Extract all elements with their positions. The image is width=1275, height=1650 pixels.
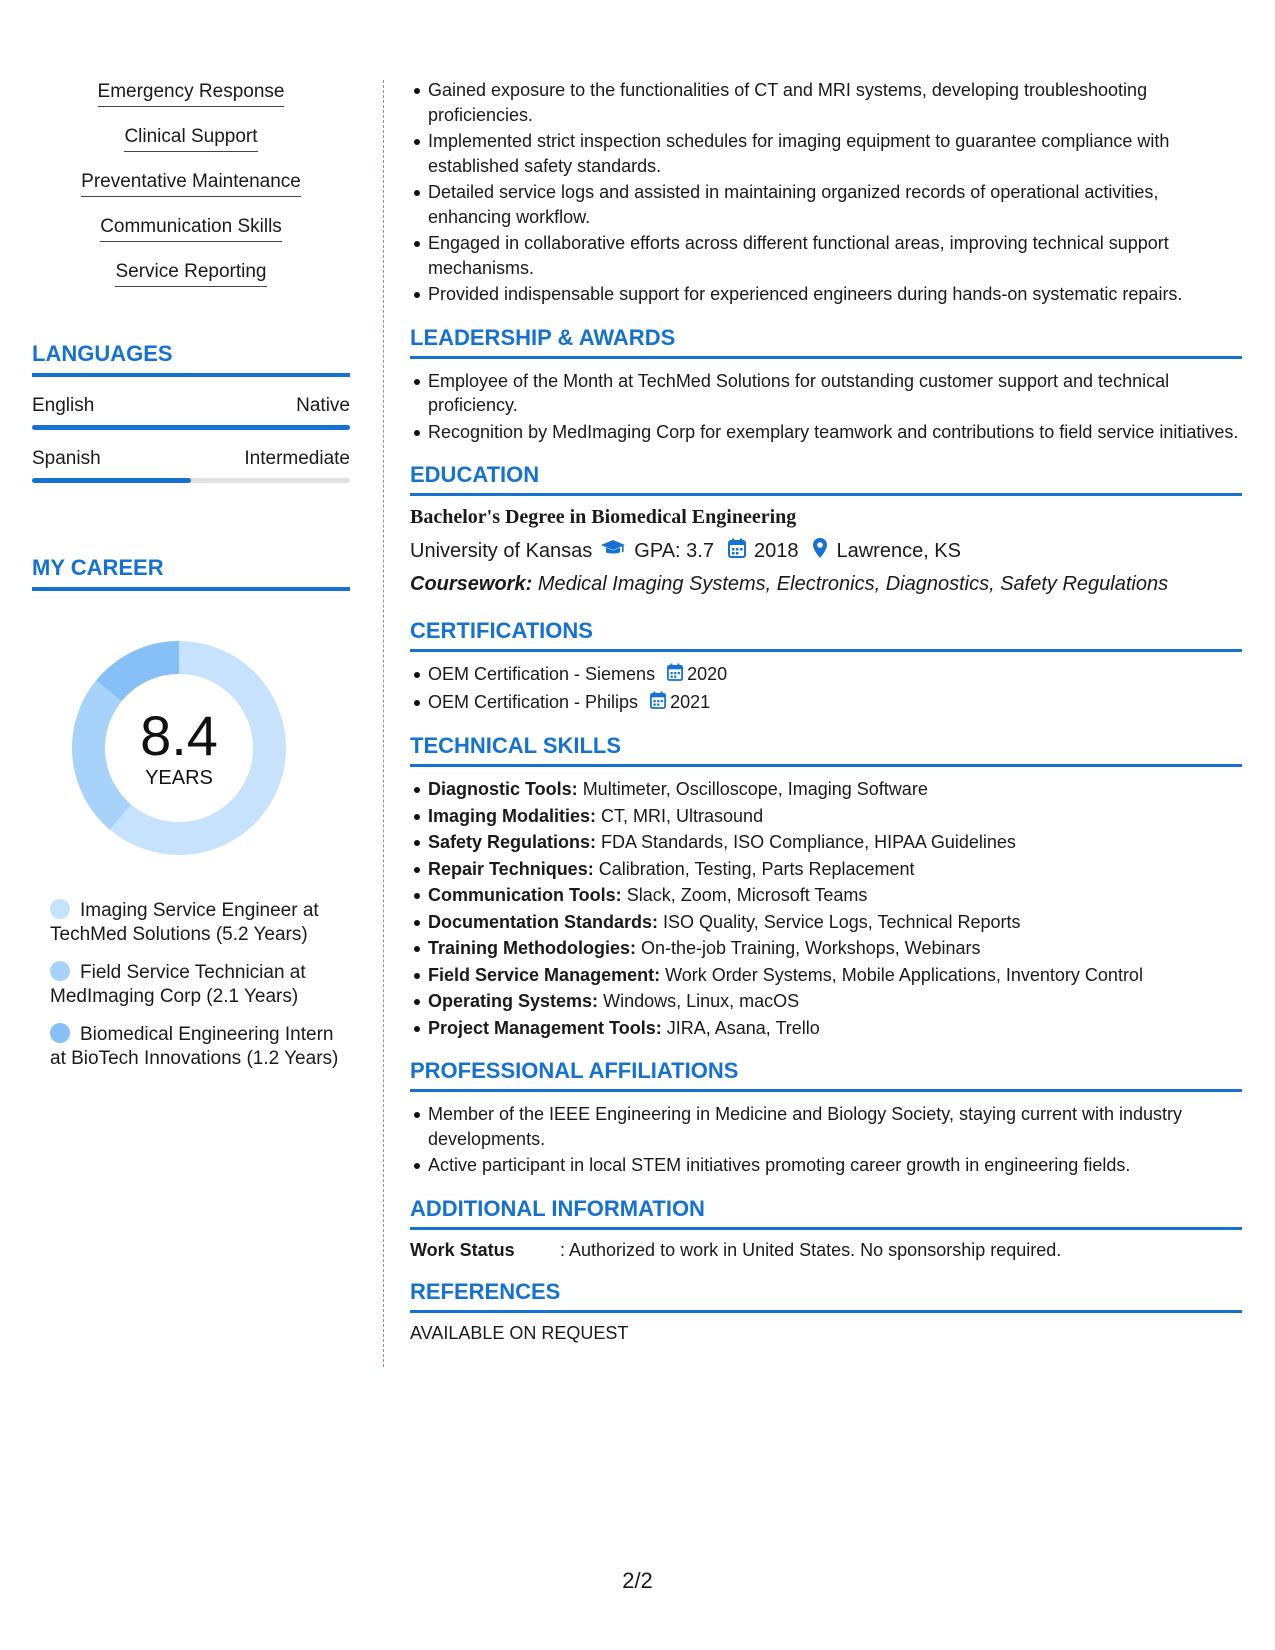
career-legend-text: Field Service Technician at MedImaging Corp (2.1 Years): [50, 962, 306, 1007]
education-entry: [410, 506, 1242, 596]
references-text: AVAILABLE ON REQUEST: [410, 1322, 629, 1343]
column-divider: [383, 80, 384, 1367]
work-status-label: Work Status: [410, 1239, 515, 1260]
legend-dot-icon: [50, 961, 70, 981]
career-donut-center: [64, 633, 294, 863]
page-number: 2/2: [622, 1568, 653, 1593]
technical-skills-heading: TECHNICAL SKILLS: [410, 733, 1242, 767]
experience-bullet: Engaged in collaborative efforts across different functional areas, improving technical support mechanisms.: [428, 231, 1242, 280]
technical-skill-item: [428, 963, 1242, 988]
technical-skill-value: On-the-job Training, Workshops, Webinars: [641, 938, 981, 958]
language-bar-fill: [32, 478, 191, 483]
career-legend-item: [50, 1023, 350, 1071]
skill-tag: Emergency Response: [98, 80, 285, 107]
language-row: [32, 448, 350, 470]
technical-skill-value: JIRA, Asana, Trello: [666, 1017, 820, 1038]
language-bar: [32, 478, 350, 483]
legend-dot-icon: [50, 899, 70, 919]
technical-skill-item: [428, 857, 1242, 882]
education-year: 2018: [753, 539, 799, 562]
affiliation-item: Member of the IEEE Engineering in Medicine and Biology Society, staying current with industry developments.: [428, 1102, 1242, 1151]
career-section: [32, 555, 350, 1071]
technical-skill-value: Slack, Zoom, Microsoft Teams: [626, 885, 868, 905]
language-bar: [32, 425, 350, 430]
work-status-row: [410, 1240, 1242, 1261]
calendar-icon: [667, 663, 683, 688]
technical-skill-label: Operating Systems:: [428, 991, 599, 1011]
technical-skill-value: Windows, Linux, macOS: [603, 991, 800, 1011]
certification-item: [428, 662, 1242, 688]
language-name: Spanish: [32, 448, 101, 469]
technical-skill-value: FDA Standards, ISO Compliance, HIPAA Guidelines: [601, 832, 1016, 852]
education-school: University of Kansas: [410, 539, 593, 562]
affiliation-item: Active participant in local STEM initiatives promoting career growth in engineering fields.: [428, 1153, 1242, 1178]
education-heading: EDUCATION: [410, 462, 1242, 496]
calendar-icon: [650, 691, 666, 716]
education-gpa: GPA: 3.7: [634, 539, 714, 562]
references-heading: REFERENCES: [410, 1279, 1242, 1313]
career-legend-item: [50, 899, 350, 947]
coursework-label: Coursework:: [410, 573, 533, 595]
education-degree: Bachelor's Degree in Biomedical Engineering: [410, 506, 797, 528]
education-location: Lawrence, KS: [836, 539, 961, 562]
technical-skill-label: Training Methodologies:: [428, 938, 636, 958]
certification-year: 2020: [687, 664, 728, 684]
certification-item: [428, 690, 1242, 716]
technical-skill-label: Imaging Modalities:: [428, 805, 597, 826]
technical-skill-item: [428, 910, 1242, 935]
career-unit: YEARS: [145, 766, 213, 789]
language-name: English: [32, 395, 95, 416]
location-pin-icon: [812, 537, 828, 565]
language-row: [32, 395, 350, 417]
skill-tags: [32, 80, 350, 305]
career-legend-text: Biomedical Engineering Intern at BioTech Innovations (1.2 Years): [50, 1024, 339, 1069]
award-item: Employee of the Month at TechMed Solutions for outstanding customer support and technical proficiency.: [428, 369, 1242, 418]
languages-list: [32, 395, 350, 483]
right-column: [410, 78, 1242, 1344]
technical-skill-value: Work Order Systems, Mobile Applications, Inventory Control: [665, 964, 1143, 985]
left-column: [32, 80, 350, 1085]
experience-bullet: Gained exposure to the functionalities of CT and MRI systems, developing troubleshooting proficiencies.: [428, 78, 1242, 127]
language-level: Native: [296, 395, 350, 416]
award-item: Recognition by MedImaging Corp for exemplary teamwork and contributions to field service initiatives.: [428, 420, 1242, 445]
graduation-cap-icon: [600, 539, 626, 563]
leadership-heading: LEADERSHIP & AWARDS: [410, 325, 1242, 359]
technical-skill-label: Documentation Standards:: [428, 911, 659, 932]
calendar-icon: [728, 538, 746, 564]
technical-skill-item: [428, 777, 1242, 802]
career-legend-text: Imaging Service Engineer at TechMed Solutions (5.2 Years): [50, 900, 319, 945]
technical-skill-value: ISO Quality, Service Logs, Technical Reports: [663, 911, 1021, 932]
affiliations-list: [410, 1102, 1242, 1178]
certifications-heading: CERTIFICATIONS: [410, 618, 1242, 652]
technical-skill-item: [428, 1016, 1242, 1041]
experience-bullets: [410, 78, 1242, 307]
education-details: [410, 537, 1242, 565]
technical-skill-label: Repair Techniques:: [428, 858, 594, 879]
work-status-value: : Authorized to work in United States. No sponsorship required.: [560, 1239, 1062, 1260]
technical-skill-label: Project Management Tools:: [428, 1017, 662, 1038]
coursework-text: Medical Imaging Systems, Electronics, Diagnostics, Safety Regulations: [537, 573, 1169, 595]
skill-tag: Preventative Maintenance: [81, 170, 301, 197]
technical-skill-item: [428, 883, 1242, 908]
career-donut: [64, 633, 294, 863]
skill-tag: Service Reporting: [115, 260, 266, 287]
additional-info-heading: ADDITIONAL INFORMATION: [410, 1196, 1242, 1230]
languages-heading: LANGUAGES: [32, 341, 350, 377]
experience-bullet: Detailed service logs and assisted in maintaining organized records of operational activities, enhancing workflow.: [428, 180, 1242, 229]
technical-skills-list: [410, 777, 1242, 1040]
legend-dot-icon: [50, 1023, 70, 1043]
affiliations-heading: PROFESSIONAL AFFILIATIONS: [410, 1058, 1242, 1092]
technical-skill-value: Multimeter, Oscilloscope, Imaging Software: [582, 779, 928, 799]
skill-tag: Clinical Support: [124, 125, 257, 152]
experience-bullet: Implemented strict inspection schedules for imaging equipment to guarantee compliance with established safety standards.: [428, 129, 1242, 178]
certification-year: 2021: [670, 691, 711, 712]
certification-name: OEM Certification - Siemens: [428, 664, 656, 684]
language-bar-fill: [32, 425, 350, 430]
education-coursework: [410, 573, 1242, 596]
technical-skill-value: CT, MRI, Ultrasound: [601, 805, 764, 826]
certification-name: OEM Certification - Philips: [428, 691, 639, 712]
technical-skill-label: Safety Regulations:: [428, 832, 597, 852]
career-legend-item: [50, 961, 350, 1009]
technical-skill-value: Calibration, Testing, Parts Replacement: [598, 858, 915, 879]
leadership-list: [410, 369, 1242, 445]
career-total: 8.4: [140, 703, 218, 767]
career-legend: [32, 899, 350, 1071]
skill-tag: Communication Skills: [100, 215, 282, 242]
certifications-list: [410, 662, 1242, 715]
experience-bullet: Provided indispensable support for experienced engineers during hands-on systematic repairs.: [428, 282, 1242, 307]
technical-skill-item: [428, 830, 1242, 855]
technical-skill-label: Field Service Management:: [428, 964, 661, 985]
technical-skill-label: Communication Tools:: [428, 885, 622, 905]
technical-skill-item: [428, 989, 1242, 1014]
language-level: Intermediate: [244, 448, 350, 469]
technical-skill-item: [428, 804, 1242, 829]
technical-skill-label: Diagnostic Tools:: [428, 779, 578, 799]
technical-skill-item: [428, 936, 1242, 961]
career-heading: MY CAREER: [32, 555, 350, 591]
languages-section: [32, 341, 350, 483]
